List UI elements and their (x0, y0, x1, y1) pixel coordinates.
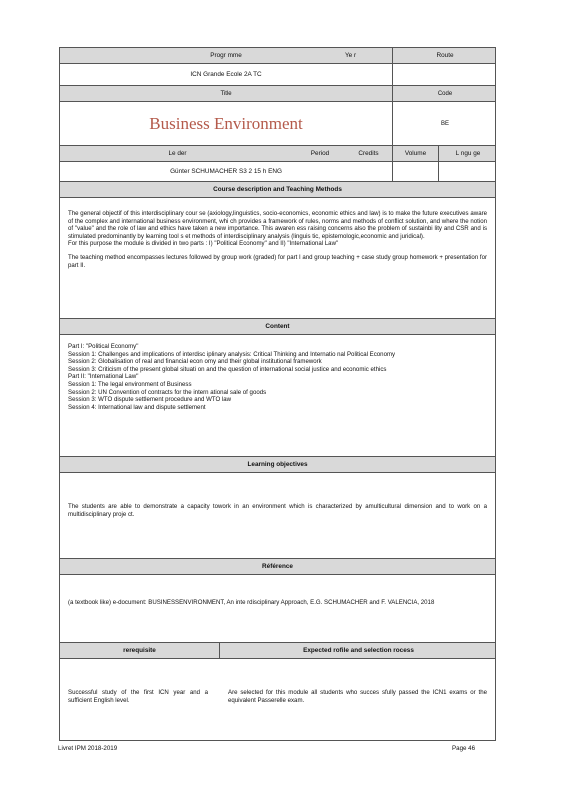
language-value (439, 162, 497, 181)
description-heading: Course description and Teaching Methods (213, 186, 342, 193)
title-value-row (60, 102, 495, 146)
description-section (60, 198, 495, 319)
content-line: Session 1: The legal environment of Business (68, 380, 192, 388)
content-line: Session 4: International law and dispute settlement (68, 403, 206, 411)
objectives-section (60, 473, 495, 559)
content-line: Session 1: Challenges and implications of interdisc iplinary analysis: Critical Thinking and Internatio nal Political Economy (68, 350, 396, 358)
leader-label: Le der (168, 150, 187, 157)
content-line: Session 3: WTO dispute settlement procedure and WTO law (68, 396, 232, 404)
prerequisite-section (60, 659, 495, 740)
reference-heading-row (60, 559, 495, 575)
content-heading: Content (265, 323, 290, 330)
credits-label: Credits (345, 146, 393, 161)
title-label: Title (60, 86, 393, 101)
programme-header-row (60, 48, 495, 64)
reference-section (60, 575, 495, 643)
content-list (68, 343, 487, 411)
content-heading-row (60, 319, 495, 335)
content-line: Session 2: UN Convention of contracts for the intern ational sale of goods (68, 388, 267, 396)
prerequisite-heading: rerequisite (60, 643, 220, 658)
objectives-text: The students are able to demonstrate a capacity towork in an environment which is characterized by amulticultural dimension and to work on a multidisciplinary proje ct. (68, 503, 487, 518)
programme-value-row (60, 64, 495, 86)
description-text (68, 210, 487, 269)
reference-heading: Référence (262, 563, 293, 570)
programme-label: Progr mme (60, 48, 393, 63)
title-header-row (60, 86, 495, 102)
description-heading-row (60, 182, 495, 198)
route-value (393, 64, 497, 85)
content-line: Session 2: Globalisation of real and financial econ omy and their global institutional framework (68, 358, 322, 366)
leader-value: Günter SCHUMACHER S3 2 15 h ENG (60, 162, 393, 181)
prerequisite-heading-row (60, 643, 495, 659)
selection-text: Are selected for this module all students who succes sfully passed the ICN1 exams or the equivalent Passerelle exam. (228, 689, 487, 704)
content-line: Part I: "Political Economy" (68, 343, 139, 350)
footer-page-number: Page 46 (452, 745, 476, 752)
course-title: Business Environment (60, 102, 393, 145)
description-paragraph-3: The teaching method encompasses lectures followed by group work (graded) for part I and group teaching + case study group homework + presentation for part II. (68, 253, 488, 269)
course-sheet (59, 47, 496, 741)
description-paragraph-2: For this purpose the module is divided in two parts : I) "Political Economy" and II) "International Law" (68, 240, 339, 248)
programme-value: ICN Grande Ecole 2A TC (60, 64, 393, 85)
year-label: Ye r (345, 52, 357, 59)
selection-heading: Expected rofile and selection rocess (303, 647, 414, 654)
period-label: Period (310, 150, 330, 157)
language-label: L ngu ge (455, 150, 481, 157)
content-line: Session 3: Criticism of the present global situati on and the question of international social justice and economic ethics (68, 365, 387, 373)
leader-value-row (60, 162, 495, 182)
prerequisite-text: Successful study of the first ICN year and a sufficient English level. (68, 689, 208, 704)
volume-label: Volume (393, 146, 439, 161)
reference-text: (a textbook like) e-document: BUSINESSENVIRONMENT, An inte rdisciplinary Approach, E.G. SCHUMACHER and F. VALENCIA, 2018 (68, 599, 435, 606)
content-line: Part II: "International Law" (68, 373, 139, 381)
description-paragraph-1: The general objectif of this interdisciplinary cour se (axiology,linguistics, socio-economics, economic ethics and law) is to make the future executives aware of the complex and international business environment, whi ch provides a framework of rules, norms and methods of conflict solution, and where the notion of "value" and the role of law and ethics have taken a new importance. This awaren ess raising concerns also the problem of sustainbi lity and CSR and is stimulated predominantly by learning tool s et methods of interdisciplinary analysis (linguis tic, epistemologic,economic and juridical). (68, 210, 487, 240)
content-section (60, 335, 495, 457)
volume-value (393, 162, 439, 181)
leader-header-row (60, 146, 495, 162)
objectives-heading-row (60, 457, 495, 473)
footer-booklet-label: Livret IPM 2018-2019 (58, 745, 118, 752)
course-code: BE (440, 120, 449, 127)
code-label: Code (437, 90, 453, 97)
route-label: Route (436, 52, 454, 59)
objectives-heading: Learning objectives (247, 461, 308, 468)
